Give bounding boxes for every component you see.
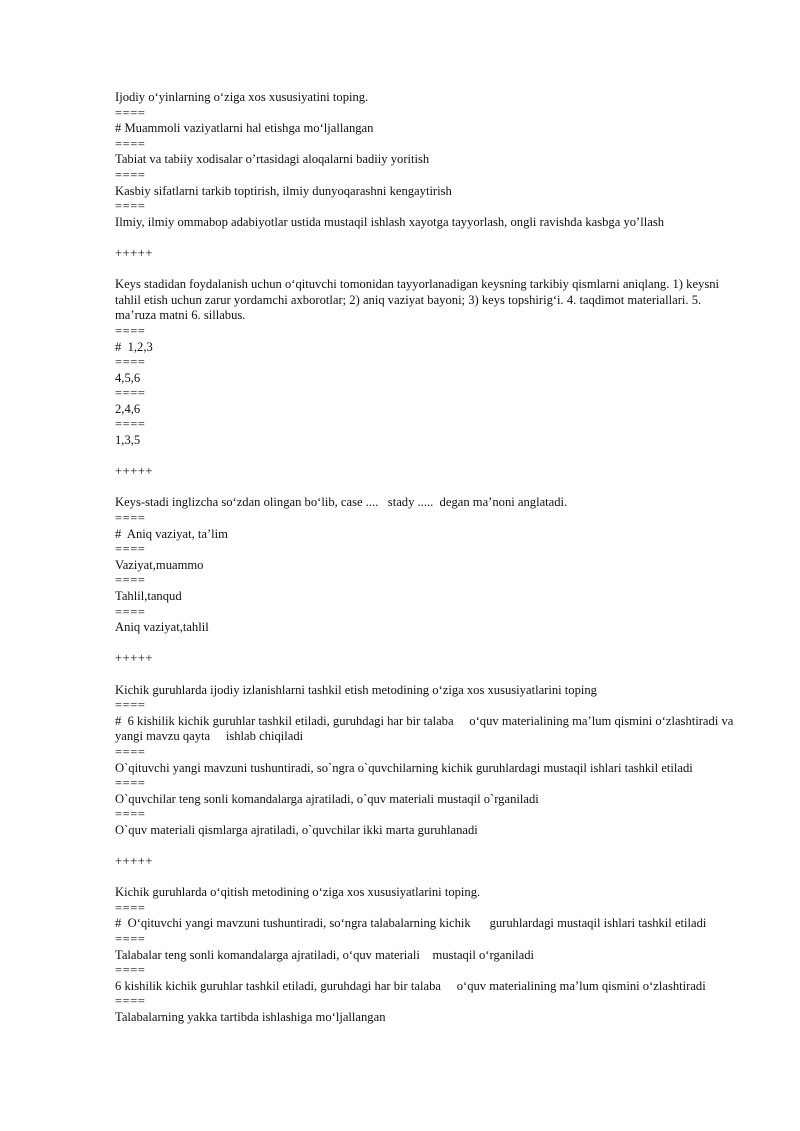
answer-option: Vaziyat,muammo bbox=[115, 557, 204, 572]
answer-option: # O‘qituvchi yangi mavzuni tushuntiradi, so‘ngra talabalarning kichik guruhlardagi mustaqil ishlari tashkil etiladi bbox=[115, 916, 707, 931]
separator: ==== bbox=[115, 776, 146, 791]
question-text: Keys-stadi inglizcha so‘zdan olingan bo‘lib, case .... stady ..... degan ma’noni anglatadi. bbox=[115, 495, 568, 510]
separator: ==== bbox=[115, 323, 146, 338]
block-separator: +++++ bbox=[115, 245, 154, 260]
question-block bbox=[115, 495, 740, 635]
question-block bbox=[115, 90, 740, 230]
separator: ==== bbox=[115, 807, 146, 822]
separator: ==== bbox=[115, 604, 146, 619]
answer-option: Tabiat va tabiiy xodisalar o’rtasidagi aloqalarni badiiy yoritish bbox=[115, 152, 430, 167]
answer-option: Aniq vaziyat,tahlil bbox=[115, 620, 209, 635]
answer-option: Ilmiy, ilmiy ommabop adabiyotlar ustida mustaqil ishlash xayotga tayyorlash, ongli ravishda kasbga yo’llash bbox=[115, 214, 665, 229]
answer-option: 1,3,5 bbox=[115, 433, 141, 448]
answer-option: 4,5,6 bbox=[115, 370, 141, 385]
separator: ==== bbox=[115, 167, 146, 182]
question-text: Kichik guruhlarda ijodiy izlanishlarni tashkil etish metodining o‘ziga xos xususiyatlarini toping bbox=[115, 682, 597, 697]
answer-option: Talabalarning yakka tartibda ishlashiga mo‘ljallangan bbox=[115, 1010, 386, 1025]
separator: ==== bbox=[115, 417, 146, 432]
separator: ==== bbox=[115, 199, 146, 214]
separator: ==== bbox=[115, 698, 146, 713]
separator: ==== bbox=[115, 963, 146, 978]
separator: ==== bbox=[115, 105, 146, 120]
block-separator: +++++ bbox=[115, 854, 154, 869]
separator: ==== bbox=[115, 932, 146, 947]
separator: ==== bbox=[115, 511, 146, 526]
answer-option: O`qituvchi yangi mavzuni tushuntiradi, so`ngra o`quvchilarning kichik guruhlardagi mustaqil ishlari tashkil etiladi bbox=[115, 760, 693, 775]
answer-option: # Aniq vaziyat, ta’lim bbox=[115, 526, 228, 541]
question-block bbox=[115, 277, 740, 449]
question-block bbox=[115, 885, 740, 1025]
question-text: Keys stadidan foydalanish uchun o‘qituvchi tomonidan tayyorlanadigan keysning tarkibiy qismlarni aniqlang. 1) keysni tahlil etish uchun zarur yordamchi axborotlar; 2) aniq vaziyat bayoni; 3) keys topshirig‘i. 4. taqdimot materiallari. 5. ma’ruza matni 6. sillabus. bbox=[115, 277, 720, 323]
question-text: Ijodiy o‘yinlarning o‘ziga xos xususiyatini toping. bbox=[115, 90, 369, 104]
question-block bbox=[115, 683, 740, 839]
answer-option: O`quv materiali qismlarga ajratiladi, o`quvchilar ikki marta guruhlanadi bbox=[115, 822, 478, 837]
separator: ==== bbox=[115, 994, 146, 1009]
separator: ==== bbox=[115, 744, 146, 759]
answer-option: Tahlil,tanqud bbox=[115, 589, 182, 603]
separator: ==== bbox=[115, 542, 146, 557]
separator: ==== bbox=[115, 573, 146, 588]
answer-option: 2,4,6 bbox=[115, 401, 141, 416]
block-separator: +++++ bbox=[115, 464, 154, 479]
separator: ==== bbox=[115, 355, 146, 370]
answer-option: O`quvchilar teng sonli komandalarga ajratiladi, o`quv materiali mustaqil o`rganiladi bbox=[115, 791, 539, 806]
answer-option: Talabalar teng sonli komandalarga ajratiladi, o‘quv materiali mustaqil o‘rganiladi bbox=[115, 947, 535, 962]
answer-option: 6 kishilik kichik guruhlar tashkil etiladi, guruhdagi har bir talaba o‘quv materialining ma’lum qismini o‘zlashtiradi bbox=[115, 978, 706, 993]
question-text: Kichik guruhlarda o‘qitish metodining o‘ziga xos xususiyatlarini toping. bbox=[115, 885, 481, 900]
answer-option: # 6 kishilik kichik guruhlar tashkil etiladi, guruhdagi har bir talaba o‘quv materialining ma’lum qismini o‘zlashtiradi va yangi mavzu qayta ishlab chiqiladi bbox=[115, 713, 737, 744]
answer-option: # Muammoli vaziyatlarni hal etishga mo‘ljallangan bbox=[115, 121, 374, 136]
separator: ==== bbox=[115, 386, 146, 401]
answer-option: Kasbiy sifatlarni tarkib toptirish, ilmiy dunyoqarashni kengaytirish bbox=[115, 183, 452, 198]
block-separator: +++++ bbox=[115, 651, 154, 666]
separator: ==== bbox=[115, 900, 146, 915]
document-page bbox=[115, 90, 740, 1026]
answer-option: # 1,2,3 bbox=[115, 339, 153, 354]
separator: ==== bbox=[115, 136, 146, 151]
